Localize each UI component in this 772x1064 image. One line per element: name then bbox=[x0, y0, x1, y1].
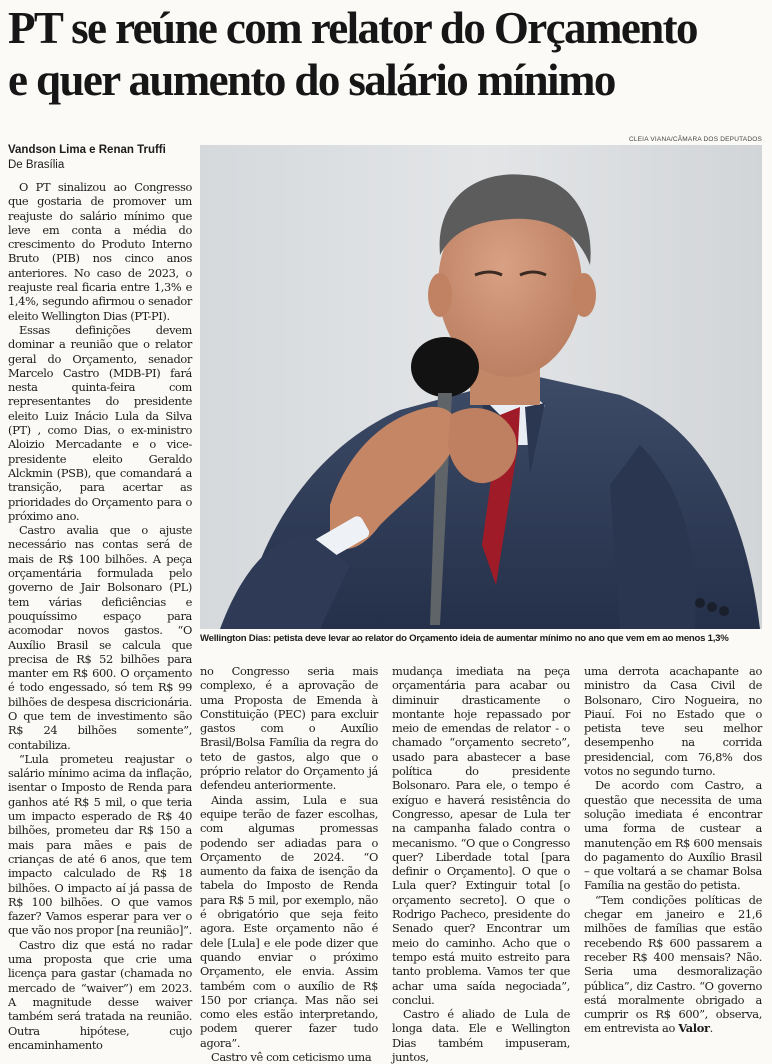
valor-brand: Valor bbox=[678, 1021, 710, 1036]
article-column-4 bbox=[584, 664, 762, 1036]
paragraph: Essas definições devem dominar a reunião que o relator geral do Orçamento, senador Marcelo Castro (MDB-PI) fará nesta quinta-feira com representantes do presidente eleito Luiz Inácio Lula da Silva (PT) , como Dias, o ex-ministro Aloizio Mercadante e o vice-presidente eleito Geraldo Alckmin (PSB), que comandará a transição, para acertar as prioridades do Orçamento para o próximo ano. bbox=[8, 322, 192, 523]
article-column-1 bbox=[8, 180, 192, 1052]
paragraph: De acordo com Castro, a questão que necessita de uma solução imediata é encontrar uma forma de custear a manutenção em R$ 600 mensais do pagamento do Auxílio Brasil – que voltará a se chamar Bolsa Família na gestão do petista. bbox=[584, 778, 762, 893]
paragraph: mudança imediata na peça orçamentária para acabar ou diminuir drasticamente o montante hoje repassado por meio de emendas de relator - o chamado “orçamento secreto”, usado para abastecer a base política do presidente Bolsonaro. Para ele, o tempo é exíguo e haverá resistência do Congresso, apesar de Lula ter na campanha falado contra o mecanismo. “O que o Congresso quer? Liberdade total [para definir o Orçamento]. O que o Lula quer? Extinguir total [o orçamento secreto]. O que o Rodrigo Pacheco, presidente do Senado quer? Encontrar um meio do caminho. Acho que o tempo está muito estreito para tanto problema. Vamos ter que achar uma saída negociada”, conclui. bbox=[392, 664, 570, 1007]
byline-authors: Vandson Lima e Renan Truffi bbox=[8, 144, 166, 156]
microphone-head bbox=[411, 337, 479, 397]
byline bbox=[8, 143, 198, 173]
speaker-photo-illustration bbox=[200, 145, 762, 629]
headline-line-1: PT se reúne com relator do Orçamento bbox=[8, 3, 697, 53]
paragraph bbox=[584, 893, 762, 1036]
paragraph: “Lula prometeu reajustar o salário mínimo acima da inflação, isentar o Imposto de Renda para ganhos até R$ 5 mil, o que teria um impacto esperado de R$ 40 bilhões, prometeu dar R$ 150 a mais para mães e pais de crianças de até 6 anos, que tem impacto calculado de R$ 18 bilhões. O impacto aí já passa de R$ 100 bilhões. O que vamos fazer? Vamos esperar para ver o que vão nos propor [na reunião]”. bbox=[8, 751, 192, 938]
paragraph: Castro é aliado de Lula de longa data. Ele e Wellington Dias também impuseram, juntos, bbox=[392, 1007, 570, 1064]
paragraph: Castro diz que está no radar uma proposta que crie uma licença para gastar (chamada no mercado de “waiver”) em 2023. A magnitude desse waiver também será tratada na reunião. Outra hipótese, cujo encaminhamento bbox=[8, 937, 192, 1052]
photo-credit: CLEIA VIANA/CÂMARA DOS DEPUTADOS bbox=[628, 136, 762, 143]
headline-line-2: e quer aumento do salário mínimo bbox=[8, 55, 615, 105]
paragraph-end: . bbox=[709, 1021, 713, 1036]
photo-caption bbox=[200, 632, 762, 645]
paragraph: uma derrota acachapante ao ministro da Casa Civil de Bolsonaro, Ciro Nogueira, no Piauí. Foi no Estado que o petista teve seu melhor desempenho na corrida presidencial, com 76,8% dos votos no segundo turno. bbox=[584, 664, 762, 779]
paragraph: O PT sinalizou ao Congresso que gostaria de promover um reajuste do salário mínimo que leve em conta a média do crescimento do Produto Interno Bruto (PIB) nos cinco anos anteriores. No caso de 2023, o reajuste real ficaria entre 1,3% e 1,4%, segundo afirmou o senador eleito Wellington Dias (PT-PI). bbox=[8, 180, 192, 323]
byline-location: De Brasília bbox=[8, 159, 65, 171]
paragraph-text: “Tem condições políticas de chegar em janeiro e 21,6 milhões de famílias que estão recebendo R$ 600 passarem a receber R$ 400 mensais? Não. Seria uma desmoralização pública”, diz Castro. “O governo está moralmente obrigado a cumprir os R$ 600”, observa, em entrevista ao bbox=[584, 892, 762, 1036]
article-photo bbox=[200, 145, 762, 629]
article-column-3 bbox=[392, 664, 570, 1064]
paragraph: Castro avalia que o ajuste necessário nas contas será de mais de R$ 100 bilhões. A peça orçamentária formulada pelo governo de Jair Bolsonaro (PL) tem várias deficiências e pouquíssimo espaço para acomodar novos gastos. “O Auxílio Brasil se calcula que precisa de R$ 52 bilhões para manter em R$ 600. O orçamento é todo engessado, só tem R$ 99 bilhões de despesa discricionária. O que tem de investimento são R$ 24 bilhões somente”, contabiliza. bbox=[8, 523, 192, 752]
paragraph: Castro vê com ceticismo uma bbox=[211, 1050, 372, 1064]
caption-name: Wellington Dias: bbox=[200, 633, 271, 644]
paragraph: no Congresso seria mais complexo, é a aprovação de uma Proposta de Emenda à Constituição (PEC) para excluir gastos com o Auxílio Brasil/Bolsa Família da regra do teto de gastos, algo que o próprio relator do Orçamento já defendeu anteriormente. bbox=[200, 664, 378, 793]
paragraph: Ainda assim, Lula e sua equipe terão de fazer escolhas, com algumas promessas podendo ser adiadas para o Orçamento de 2024. “O aumento da faixa de isenção da tabela do Imposto de Renda para R$ 5 mil, por exemplo, não é obrigatório que seja feito agora. Este orçamento não é dele [Lula] e ele pode dizer que quando enviar o próximo Orçamento, ele envia. Assim também com o auxílio de R$ 150 por criança. Mas não sei como eles estão interpretando, podem querer fazer tudo agora”. bbox=[200, 792, 378, 1050]
article-column-2 bbox=[200, 664, 378, 1064]
headline bbox=[8, 2, 768, 106]
caption-text: petista deve levar ao relator do Orçamento ideia de aumentar mínimo no ano que vem em ao menos 1,3% bbox=[270, 633, 729, 644]
